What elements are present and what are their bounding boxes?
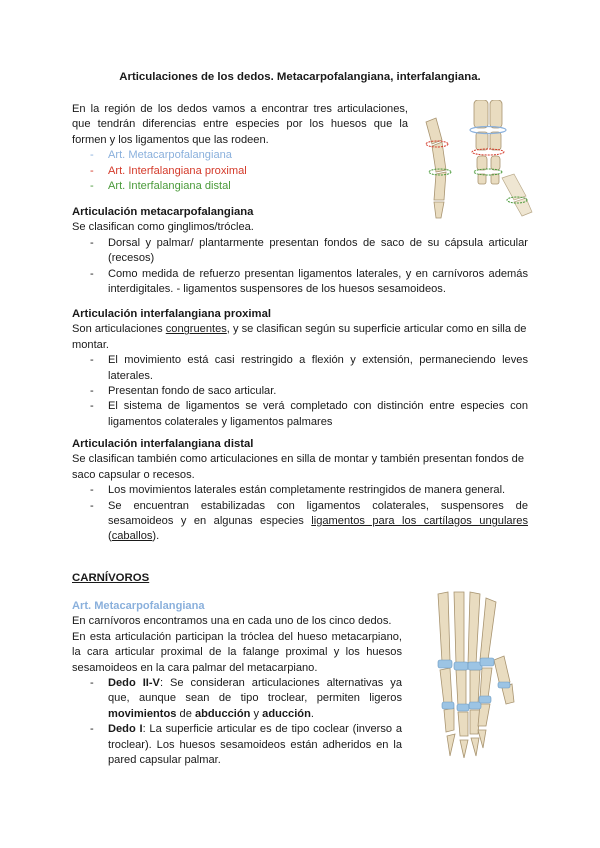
carnivoros-paragraph-2: En esta articulación participan la tróclea del hueso metacarpiano, la cara articular proximal de la falange proximal y los huesos sesamoideos en la cara palmar del metacarpiano. <box>72 630 402 674</box>
intro-list <box>72 148 408 194</box>
carnivoros-heading: CARNÍVOROS <box>72 572 150 584</box>
mcf-list <box>72 236 528 298</box>
page-title: Articulaciones de los dedos. Metacarpofalangiana, interfalangiana. <box>119 71 481 83</box>
ifp-list <box>72 353 528 430</box>
mcf-section <box>72 205 528 297</box>
ifp-heading: Articulación interfalangiana proximal <box>72 308 271 320</box>
ifd-list <box>72 483 528 545</box>
carnivoros-list <box>72 676 402 768</box>
list-item: - Dedo II-V: Se consideran articulaciones alternativas ya que, aunque sean de tipo troclear, permiten ligeros movimientos de abducción y aducción. <box>90 677 402 720</box>
list-item: - Presentan fondo de saco articular. <box>90 385 277 398</box>
ifd-paragraph: Se clasifican también como articulaciones en silla de montar y también presentan fondos de saco capsular o recesos. <box>72 453 525 481</box>
list-item: - Se encuentran estabilizadas con ligamentos colaterales, suspensores de sesamoideos y en algunas especies ligamentos para los cartílagos ungulares (caballos). <box>90 499 529 543</box>
intro-paragraph: En la región de los dedos vamos a encontrar tres articulaciones, que tendrán diferencias entre especies por los huesos que la formen y los ligamentos que las rodeen. <box>72 103 408 146</box>
list-item: - Dedo I: La superficie articular es de tipo coclear (inverso a troclear). Los huesos sesamoideos están adheridos en la pared capsular palmar. <box>90 723 402 767</box>
list-item: - Art. Metacarpofalangiana <box>90 149 232 162</box>
carnivoros-paragraph-1: En carnívoros encontramos una en cada uno de los cinco dedos. <box>72 615 392 628</box>
list-item: - Art. Interfalangiana distal <box>90 180 231 193</box>
list-item: - El sistema de ligamentos se verá completado con distinción entre especies con ligamentos colaterales y ligamentos palmares <box>90 400 528 428</box>
ifp-section <box>72 307 528 430</box>
ifd-section <box>72 437 528 545</box>
list-item: - Como medida de refuerzo presentan ligamentos laterales, y en carnívoros además interdigitales. - ligamentos suspensores de los huesos sesamoideos. <box>90 267 528 296</box>
mcf-paragraph: Se clasifican como ginglimos/tróclea. <box>72 221 254 234</box>
mcf-heading: Articulación metacarpofalangiana <box>72 206 254 218</box>
ifd-heading: Articulación interfalangiana distal <box>72 438 254 450</box>
list-item: - Art. Interfalangiana proximal <box>90 164 247 177</box>
carnivoros-subheading: Art. Metacarpofalangiana <box>72 600 205 612</box>
ifp-paragraph: Son articulaciones congruentes, y se clasifican según su superficie articular como en silla de montar. <box>72 323 527 351</box>
list-item: - Dorsal y palmar/ plantarmente presentan fondos de saco de su cápsula articular (recesos) <box>90 236 528 265</box>
carnivoros-section <box>72 599 402 768</box>
intro-section <box>72 102 408 194</box>
finger-joints-figure <box>414 100 534 220</box>
list-item: - El movimiento está casi restringido a flexión y extensión, permaneciendo leves laterales. <box>90 354 528 382</box>
list-item: - Los movimientos laterales están completamente restringidos de manera general. <box>90 484 506 497</box>
carnivore-paw-figure <box>410 590 530 758</box>
